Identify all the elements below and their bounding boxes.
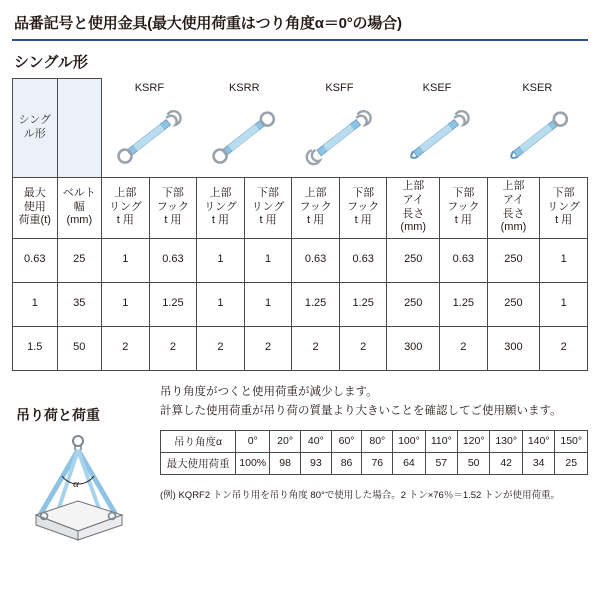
header-col-9-mid2: 長さ — [502, 207, 525, 220]
cell-r1-c5: 1.25 — [292, 282, 340, 326]
header-col-5-mid: フック — [299, 200, 332, 213]
header-col-9-unit: (mm) — [500, 221, 527, 234]
header-col-7-mid2: 長さ — [402, 207, 425, 220]
sling-illustration-ksrf — [102, 99, 197, 178]
cell-r2-c9: 300 — [487, 326, 540, 370]
cell-r0-c8: 0.63 — [440, 238, 488, 282]
cell-width-2: 50 — [57, 326, 102, 370]
header-belt-width — [57, 177, 102, 238]
ratio-value-5: 64 — [393, 452, 426, 474]
cell-r0-c7: 250 — [387, 238, 440, 282]
header-col-1-top: 上部 — [114, 186, 137, 199]
model-name-ksff: KSFF — [325, 81, 354, 94]
table-row — [13, 326, 588, 370]
angle-value-1: 20° — [270, 430, 301, 452]
load-angle-section — [12, 383, 588, 501]
cell-r2-c3: 2 — [197, 326, 245, 370]
header-col-9-top: 上部 — [502, 180, 525, 192]
header-belt-width-l3: (mm) — [66, 214, 93, 227]
header-col-4 — [244, 177, 292, 238]
header-col-4-top: 下部 — [257, 186, 280, 199]
cell-r0-c4: 1 — [244, 238, 292, 282]
note-line-2: 計算した使用荷重が吊り荷の質量より大きいことを確認してご使用願います。 — [160, 405, 562, 418]
header-max-load-l2: 使用 — [23, 200, 46, 213]
ratio-value-4: 76 — [362, 452, 393, 474]
ratio-value-1: 98 — [270, 452, 301, 474]
header-col-10-mid: リング — [547, 200, 581, 213]
header-col-5-unit: t 用 — [307, 214, 325, 227]
cell-r1-c10: 1 — [540, 282, 588, 326]
header-col-3 — [197, 177, 245, 238]
header-col-4-mid: リング — [251, 200, 285, 213]
header-max-load — [13, 177, 58, 238]
angle-value-9: 140° — [522, 430, 555, 452]
header-col-6-unit: t 用 — [354, 214, 372, 227]
header-col-8 — [440, 177, 488, 238]
angle-row-label: 吊り角度α — [161, 430, 236, 452]
cell-load-1: 1 — [13, 282, 58, 326]
cell-r0-c9: 250 — [487, 238, 540, 282]
cell-r2-c7: 300 — [387, 326, 440, 370]
header-col-5 — [292, 177, 340, 238]
table-row — [13, 282, 588, 326]
angle-value-10: 150° — [555, 430, 588, 452]
header-belt-width-l1: ベルト — [62, 186, 96, 199]
cell-r2-c4: 2 — [244, 326, 292, 370]
angle-value-0: 0° — [236, 430, 270, 452]
header-col-6-mid: フック — [347, 200, 380, 213]
header-col-7-top: 上部 — [402, 180, 425, 192]
header-col-6 — [339, 177, 387, 238]
note-line-1: 吊り角度がつくと使用荷重が減少します。 — [160, 385, 378, 398]
cell-r2-c1: 2 — [102, 326, 150, 370]
header-col-1 — [102, 177, 150, 238]
angle-value-7: 120° — [457, 430, 490, 452]
header-col-6-top: 下部 — [352, 186, 375, 199]
ratio-value-0: 100% — [236, 452, 270, 474]
cell-load-2: 1.5 — [13, 326, 58, 370]
header-col-9 — [487, 177, 540, 238]
cell-r0-c5: 0.63 — [292, 238, 340, 282]
model-name-kser: KSER — [522, 81, 553, 94]
header-col-2-mid: フック — [156, 200, 190, 213]
angle-value-5: 100° — [393, 430, 426, 452]
sling-illustration-ksff — [292, 99, 387, 178]
ratio-value-6: 57 — [425, 452, 457, 474]
table-row — [13, 238, 588, 282]
header-col-2-unit: t 用 — [164, 214, 182, 227]
header-col-7 — [387, 177, 440, 238]
cell-r1-c4: 1 — [244, 282, 292, 326]
header-col-10-top: 下部 — [552, 186, 575, 199]
example-note: (例) KQRF2 トン吊り用を吊り角度 80°で使用した場合。2 トン×76％＝1.52 トンが使用荷重。 — [160, 489, 560, 501]
column-header-row — [13, 177, 588, 238]
header-col-4-unit: t 用 — [259, 214, 277, 227]
header-col-8-top: 下部 — [452, 186, 475, 199]
header-col-10-unit: t 用 — [555, 214, 573, 227]
angle-table — [160, 430, 588, 475]
ratio-row-label: 最大使用荷重 — [161, 452, 236, 474]
cell-r1-c1: 1 — [102, 282, 150, 326]
cell-r1-c8: 1.25 — [440, 282, 488, 326]
header-col-10 — [540, 177, 588, 238]
angle-table-row-angles — [161, 430, 588, 452]
angle-value-4: 80° — [362, 430, 393, 452]
sling-illustration-kser — [487, 99, 587, 178]
header-col-7-mid: アイ — [402, 193, 424, 206]
page-title: 品番記号と使用金具(最大使用荷重はつり角度α＝0°の場合) — [14, 15, 402, 32]
load-angle-notes — [160, 383, 588, 422]
section-title: シングル形 — [14, 54, 88, 71]
title-divider — [12, 39, 588, 41]
ratio-value-8: 42 — [490, 452, 523, 474]
cell-r2-c5: 2 — [292, 326, 340, 370]
header-max-load-l1: 最大 — [23, 186, 46, 199]
header-col-2-top: 下部 — [161, 186, 184, 199]
cell-r0-c3: 1 — [197, 238, 245, 282]
cell-r0-c6: 0.63 — [339, 238, 387, 282]
cell-r2-c10: 2 — [540, 326, 588, 370]
angle-table-wrapper — [160, 430, 588, 475]
angle-symbol: α — [73, 477, 79, 490]
angle-value-2: 40° — [300, 430, 331, 452]
load-angle-title: 吊り荷と荷重 — [16, 406, 100, 423]
corner-label: シングル形 — [13, 79, 58, 178]
sling-illustration-ksrr — [197, 99, 292, 178]
header-col-3-top: 上部 — [209, 186, 232, 199]
cell-r1-c3: 1 — [197, 282, 245, 326]
header-col-7-unit: (mm) — [400, 221, 427, 234]
model-name-row — [13, 79, 588, 99]
ratio-value-3: 86 — [331, 452, 362, 474]
cell-r0-c10: 1 — [540, 238, 588, 282]
header-col-8-unit: t 用 — [454, 214, 472, 227]
header-col-2 — [149, 177, 197, 238]
cell-width-1: 35 — [57, 282, 102, 326]
spec-table — [12, 78, 588, 371]
model-name-ksrf: KSRF — [134, 81, 165, 94]
header-max-load-l3: 荷重(t) — [18, 214, 51, 227]
angle-table-row-ratios — [161, 452, 588, 474]
angle-value-8: 130° — [490, 430, 523, 452]
cell-r1-c6: 1.25 — [339, 282, 387, 326]
header-col-5-top: 上部 — [304, 186, 327, 199]
cell-r2-c6: 2 — [339, 326, 387, 370]
ratio-value-7: 50 — [457, 452, 490, 474]
angle-value-6: 110° — [425, 430, 457, 452]
cell-r2-c8: 2 — [440, 326, 488, 370]
ratio-value-10: 25 — [555, 452, 588, 474]
cell-r1-c7: 250 — [387, 282, 440, 326]
cell-r1-c9: 250 — [487, 282, 540, 326]
header-col-3-unit: t 用 — [211, 214, 230, 227]
model-name-ksrr: KSRR — [228, 81, 260, 94]
cell-load-0: 0.63 — [13, 238, 58, 282]
cell-width-0: 25 — [57, 238, 102, 282]
corner-spacer — [57, 79, 102, 178]
header-belt-width-l2: 幅 — [73, 200, 85, 213]
ratio-value-2: 93 — [300, 452, 331, 474]
cell-r0-c2: 0.63 — [149, 238, 197, 282]
header-col-1-unit: t 用 — [116, 214, 134, 227]
header-col-9-mid: アイ — [502, 193, 524, 206]
sling-angle-figure — [18, 431, 150, 541]
cell-r1-c2: 1.25 — [149, 282, 197, 326]
header-col-3-mid: リング — [204, 200, 237, 213]
cell-r2-c2: 2 — [149, 326, 197, 370]
header-col-1-mid: リング — [108, 200, 142, 213]
model-name-ksef: KSEF — [422, 81, 452, 94]
header-col-8-mid: フック — [447, 200, 480, 213]
angle-value-3: 60° — [331, 430, 362, 452]
cell-r0-c1: 1 — [102, 238, 150, 282]
ratio-value-9: 34 — [522, 452, 555, 474]
sling-illustration-ksef — [387, 99, 487, 178]
